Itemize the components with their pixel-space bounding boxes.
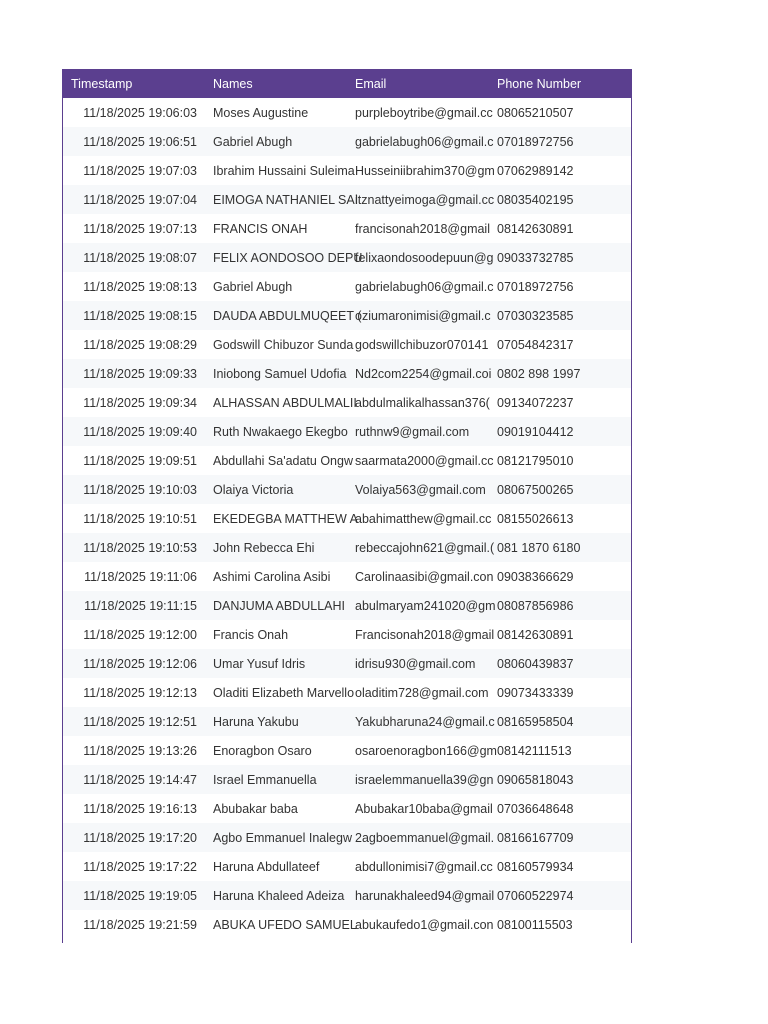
cell-timestamp[interactable]: 11/18/2025 19:10:51 (83, 511, 197, 526)
cell-email[interactable]: 2agboemmanuel@gmail. (355, 830, 495, 845)
cell-email[interactable]: Abubakar10baba@gmail (355, 801, 493, 816)
cell-name[interactable]: Oladiti Elizabeth Marvello (213, 685, 355, 700)
cell-phone[interactable]: 07018972756 (497, 279, 574, 294)
cell-name[interactable]: Ibrahim Hussaini Suleima (213, 163, 355, 178)
cell-name[interactable]: Haruna Yakubu (213, 714, 299, 729)
table-row[interactable] (63, 910, 631, 939)
cell-name[interactable]: Godswill Chibuzor Sunda (213, 337, 354, 352)
cell-timestamp[interactable]: 11/18/2025 19:08:13 (83, 279, 197, 294)
cell-timestamp[interactable]: 11/18/2025 19:08:07 (83, 250, 197, 265)
cell-name[interactable]: ABUKA UFEDO SAMUEL (213, 917, 357, 932)
cell-email[interactable]: osaroenoragbon166@gm (355, 743, 497, 758)
cell-timestamp[interactable]: 11/18/2025 19:07:03 (83, 163, 197, 178)
cell-email[interactable]: gabrielabugh06@gmail.c (355, 279, 494, 294)
cell-timestamp[interactable]: 11/18/2025 19:07:13 (83, 221, 197, 236)
cell-phone[interactable]: 08160579934 (497, 859, 574, 874)
cell-name[interactable]: Ruth Nwakaego Ekegbo (213, 424, 348, 439)
cell-timestamp[interactable]: 11/18/2025 19:21:59 (83, 917, 197, 932)
cell-email[interactable]: Francisonah2018@gmail (355, 627, 495, 642)
cell-timestamp[interactable]: 11/18/2025 19:11:06 (84, 569, 197, 584)
header-email[interactable]: Email (355, 76, 387, 91)
cell-name[interactable]: Moses Augustine (213, 105, 309, 120)
header-phone-number[interactable]: Phone Number (497, 76, 582, 91)
cell-phone[interactable]: 08100115503 (497, 917, 573, 932)
cell-timestamp[interactable]: 11/18/2025 19:08:29 (83, 337, 197, 352)
cell-email[interactable]: Nd2com2254@gmail.coi (355, 366, 492, 381)
cell-name[interactable]: Iniobong Samuel Udofia (213, 366, 347, 381)
cell-phone[interactable]: 09033732785 (497, 250, 574, 265)
cell-name[interactable]: EIMOGA NATHANIEL SAI (213, 192, 359, 207)
cell-timestamp[interactable]: 11/18/2025 19:12:13 (83, 685, 197, 700)
table-row[interactable] (63, 156, 631, 185)
cell-name[interactable]: Gabriel Abugh (213, 134, 293, 149)
cell-email[interactable]: saarmata2000@gmail.cc (355, 453, 494, 468)
table-row[interactable] (63, 852, 631, 881)
cell-phone[interactable]: 07054842317 (497, 337, 574, 352)
cell-phone[interactable]: 08142630891 (497, 627, 574, 642)
cell-timestamp[interactable]: 11/18/2025 19:12:51 (83, 714, 197, 729)
table-row[interactable] (63, 98, 631, 127)
cell-timestamp[interactable]: 11/18/2025 19:09:34 (83, 395, 197, 410)
cell-phone[interactable]: 08035402195 (497, 192, 574, 207)
cell-timestamp[interactable]: 11/18/2025 19:16:13 (83, 801, 197, 816)
table-row[interactable] (63, 794, 631, 823)
table-row[interactable] (63, 504, 631, 533)
cell-name[interactable]: Umar Yusuf Idris (213, 656, 306, 671)
table-row[interactable] (63, 591, 631, 620)
cell-phone[interactable]: 07060522974 (497, 888, 574, 903)
cell-email[interactable]: idrisu930@gmail.com (355, 656, 476, 671)
cell-phone[interactable]: 09019104412 (497, 424, 574, 439)
table-row[interactable] (63, 736, 631, 765)
table-row[interactable] (63, 678, 631, 707)
cell-phone[interactable]: 08166167709 (497, 830, 574, 845)
cell-phone[interactable]: 07018972756 (497, 134, 574, 149)
cell-timestamp[interactable]: 11/18/2025 19:13:26 (83, 743, 197, 758)
cell-email[interactable]: felixaondosoodepuun@g (355, 250, 494, 265)
cell-timestamp[interactable]: 11/18/2025 19:10:53 (83, 540, 197, 555)
cell-name[interactable]: FRANCIS ONAH (213, 221, 308, 236)
cell-timestamp[interactable]: 11/18/2025 19:06:03 (83, 105, 197, 120)
cell-timestamp[interactable]: 11/18/2025 19:10:03 (83, 482, 197, 497)
cell-phone[interactable]: 08065210507 (497, 105, 574, 120)
cell-timestamp[interactable]: 11/18/2025 19:08:15 (83, 308, 197, 323)
cell-phone[interactable]: 08155026613 (497, 511, 574, 526)
cell-email[interactable]: abdulmalikalhassan376( (355, 395, 490, 410)
cell-email[interactable]: abukaufedo1@gmail.con (355, 917, 494, 932)
responses-table (63, 69, 631, 939)
cell-phone[interactable]: 08060439837 (497, 656, 574, 671)
cell-email[interactable]: abdullonimisi7@gmail.cc (355, 859, 493, 874)
cell-phone[interactable]: 07036648648 (497, 801, 574, 816)
cell-name[interactable]: Israel Emmanuella (213, 772, 317, 787)
table-row[interactable] (63, 562, 631, 591)
table-row[interactable] (63, 301, 631, 330)
cell-name[interactable]: Abubakar baba (213, 801, 298, 816)
cell-name[interactable]: Ashimi Carolina Asibi (213, 569, 331, 584)
cell-timestamp[interactable]: 11/18/2025 19:09:33 (83, 366, 197, 381)
cell-email[interactable]: abulmaryam241020@gm (355, 598, 496, 613)
table-row[interactable] (63, 446, 631, 475)
cell-email[interactable]: purpleboytribe@gmail.cc (355, 105, 493, 120)
table-row[interactable] (63, 649, 631, 678)
cell-phone[interactable]: 07062989142 (497, 163, 574, 178)
responses-sheet (62, 69, 632, 943)
table-row[interactable] (63, 272, 631, 301)
cell-email[interactable]: ruthnw9@gmail.com (355, 424, 470, 439)
cell-name[interactable]: DAUDA ABDULMUQEET ( (213, 308, 362, 323)
cell-phone[interactable]: 08142630891 (497, 221, 574, 236)
table-row[interactable] (63, 330, 631, 359)
cell-name[interactable]: Gabriel Abugh (213, 279, 293, 294)
table-row[interactable] (63, 127, 631, 156)
table-header (63, 69, 631, 98)
cell-email[interactable]: israelemmanuella39@gn (355, 772, 494, 787)
cell-name[interactable]: Haruna Abdullateef (213, 859, 320, 874)
cell-timestamp[interactable]: 11/18/2025 19:09:51 (83, 453, 197, 468)
cell-phone[interactable]: 09065818043 (497, 772, 574, 787)
table-row[interactable] (63, 881, 631, 910)
cell-email[interactable]: francisonah2018@gmail (355, 221, 490, 236)
cell-timestamp[interactable]: 11/18/2025 19:09:40 (83, 424, 197, 439)
cell-name[interactable]: DANJUMA ABDULLAHI (213, 598, 345, 613)
table-row[interactable] (63, 620, 631, 649)
cell-name[interactable]: Francis Onah (213, 627, 289, 642)
cell-timestamp[interactable]: 11/18/2025 19:17:20 (83, 830, 197, 845)
table-row[interactable] (63, 243, 631, 272)
cell-email[interactable]: harunakhaleed94@gmail (355, 888, 495, 903)
cell-phone[interactable]: 08142111513 (497, 743, 572, 758)
cell-timestamp[interactable]: 11/18/2025 19:12:00 (83, 627, 197, 642)
cell-email[interactable]: rebeccajohn621@gmail.( (355, 540, 495, 555)
header-names[interactable]: Names (213, 76, 253, 91)
table-row[interactable] (63, 823, 631, 852)
cell-phone[interactable]: 08165958504 (497, 714, 574, 729)
cell-phone[interactable]: 0802 898 1997 (497, 366, 581, 381)
header-row (63, 69, 631, 98)
cell-timestamp[interactable]: 11/18/2025 19:07:04 (83, 192, 197, 207)
table-row[interactable] (63, 765, 631, 794)
cell-email[interactable]: oladitim728@gmail.com (355, 685, 489, 700)
cell-email[interactable]: Carolinaasibi@gmail.con (355, 569, 494, 584)
table-row[interactable] (63, 417, 631, 446)
table-row[interactable] (63, 475, 631, 504)
cell-phone[interactable]: 081 1870 6180 (497, 540, 581, 555)
cell-name[interactable]: FELIX AONDOSOO DEPU (213, 250, 363, 265)
cell-name[interactable]: EKEDEGBA MATTHEW A (213, 511, 358, 526)
cell-phone[interactable]: 08067500265 (497, 482, 574, 497)
cell-name[interactable]: Haruna Khaleed Adeiza (213, 888, 345, 903)
cell-timestamp[interactable]: 11/18/2025 19:14:47 (83, 772, 197, 787)
cell-phone[interactable]: 09038366629 (497, 569, 574, 584)
cell-timestamp[interactable]: 11/18/2025 19:11:15 (84, 598, 197, 613)
table-row[interactable] (63, 707, 631, 736)
cell-phone[interactable]: 09134072237 (497, 395, 574, 410)
cell-timestamp[interactable]: 11/18/2025 19:17:22 (83, 859, 197, 874)
table-row[interactable] (63, 214, 631, 243)
cell-name[interactable]: Olaiya Victoria (213, 482, 294, 497)
cell-email[interactable]: Yakubharuna24@gmail.c (355, 714, 495, 729)
cell-name[interactable]: ALHASSAN ABDULMALII (213, 395, 357, 410)
cell-phone[interactable]: 08121795010 (497, 453, 574, 468)
cell-email[interactable]: itznattyeimoga@gmail.cc (355, 192, 495, 207)
header-timestamp[interactable]: Timestamp (71, 76, 133, 91)
cell-phone[interactable]: 07030323585 (497, 308, 574, 323)
cell-phone[interactable]: 08087856986 (497, 598, 574, 613)
table-row[interactable] (63, 388, 631, 417)
cell-phone[interactable]: 09073433339 (497, 685, 574, 700)
table-body (63, 98, 631, 939)
cell-name[interactable]: Agbo Emmanuel Inalegw (213, 830, 352, 845)
cell-timestamp[interactable]: 11/18/2025 19:12:06 (83, 656, 197, 671)
table-row[interactable] (63, 359, 631, 388)
cell-name[interactable]: Enoragbon Osaro (213, 743, 312, 758)
table-row[interactable] (63, 185, 631, 214)
cell-name[interactable]: Abdullahi Sa'adatu Ongw (213, 453, 353, 468)
cell-email[interactable]: Volaiya563@gmail.com (355, 482, 486, 497)
cell-email[interactable]: gabrielabugh06@gmail.c (355, 134, 494, 149)
cell-timestamp[interactable]: 11/18/2025 19:19:05 (83, 888, 197, 903)
cell-email[interactable]: Husseiniibrahim370@gm (355, 163, 495, 178)
table-row[interactable] (63, 533, 631, 562)
cell-email[interactable]: oziumaronimisi@gmail.c (355, 308, 491, 323)
cell-email[interactable]: godswillchibuzor070141 (355, 337, 489, 352)
cell-email[interactable]: abahimatthew@gmail.cc (355, 511, 492, 526)
cell-name[interactable]: John Rebecca Ehi (213, 540, 315, 555)
cell-timestamp[interactable]: 11/18/2025 19:06:51 (83, 134, 197, 149)
